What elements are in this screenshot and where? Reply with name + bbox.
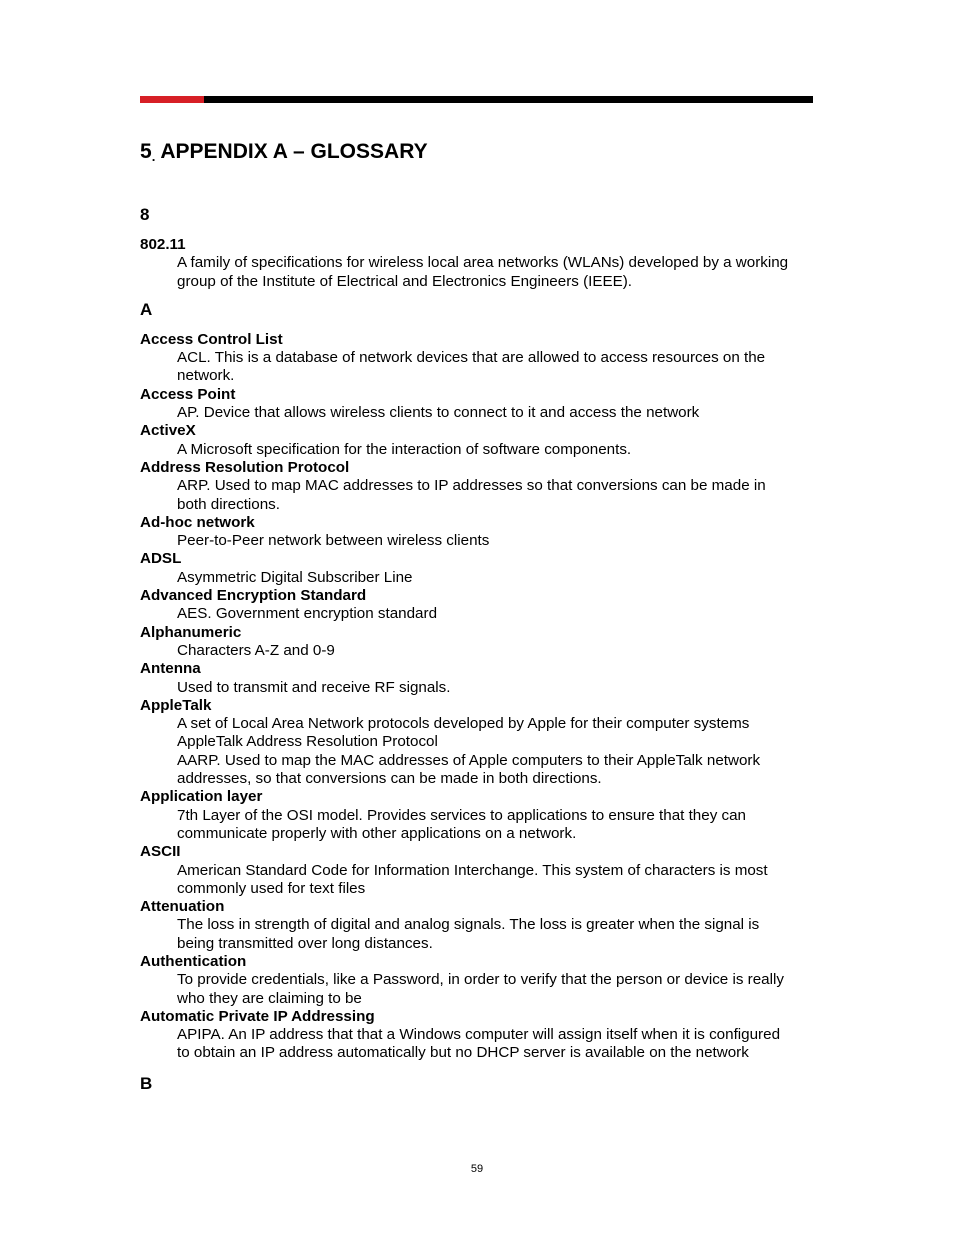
glossary-group-a <box>140 331 820 1063</box>
glossary-group-8 <box>140 236 820 291</box>
letter-heading-8: 8 <box>140 205 150 224</box>
glossary-definition-line: A set of Local Area Network protocols developed by Apple for their computer systems <box>177 715 750 733</box>
glossary-term: Authentication <box>140 952 247 970</box>
glossary-definition-line: commonly used for text files <box>177 879 366 897</box>
glossary-term: Application layer <box>140 788 263 806</box>
section-number-dot: . <box>151 149 156 164</box>
glossary-definition-line: American Standard Code for Information Interchange. This system of characters is most <box>177 861 768 879</box>
header-rule <box>140 96 813 103</box>
glossary-definition-line: communicate properly with other applications on a network. <box>177 824 577 842</box>
glossary-term: Address Resolution Protocol <box>140 458 350 476</box>
glossary-definition-line: Used to transmit and receive RF signals. <box>177 678 451 696</box>
glossary-definition-line: The loss in strength of digital and analog signals. The loss is greater when the signal is <box>177 916 760 934</box>
glossary-term: Antenna <box>140 660 201 678</box>
page-number: 59 <box>470 1163 484 1175</box>
glossary-term: Ad-hoc network <box>140 513 255 531</box>
glossary-definition-line: who they are claiming to be <box>177 989 362 1007</box>
glossary-content <box>140 206 820 1093</box>
glossary-term: AppleTalk <box>140 696 212 714</box>
glossary-definition-line: A family of specifications for wireless local area networks (WLANs) developed by a working <box>177 254 789 272</box>
glossary-definition-line: both directions. <box>177 495 280 513</box>
glossary-term: ActiveX <box>140 422 196 440</box>
glossary-term: ADSL <box>140 550 182 568</box>
section-title: APPENDIX A – GLOSSARY <box>160 140 428 163</box>
glossary-definition-line: APIPA. An IP address that that a Windows computer will assign itself when it is configured <box>177 1026 781 1044</box>
letter-heading-b: B <box>140 1073 153 1093</box>
glossary-term: Advanced Encryption Standard <box>140 587 367 605</box>
glossary-definition-line: AP. Device that allows wireless clients to connect to it and access the network <box>177 404 700 422</box>
glossary-definition-line: Peer-to-Peer network between wireless clients <box>177 532 490 550</box>
glossary-definition-line: AES. Government encryption standard <box>177 605 438 623</box>
glossary-definition-line: AppleTalk Address Resolution Protocol <box>177 733 438 751</box>
glossary-term: Alphanumeric <box>140 623 242 641</box>
glossary-term: 802.11 <box>140 236 186 253</box>
glossary-term: ASCII <box>140 843 181 861</box>
glossary-definition-line: being transmitted over long distances. <box>177 934 433 952</box>
header-rule-accent <box>140 96 204 103</box>
glossary-term: Access Point <box>140 385 236 403</box>
letter-heading-a: A <box>140 299 153 319</box>
glossary-definition-line: ACL. This is a database of network devices that are allowed to access resources on the <box>177 349 766 367</box>
glossary-definition-line: AARP. Used to map the MAC addresses of Apple computers to their AppleTalk network <box>177 751 761 769</box>
glossary-definition-line: group of the Institute of Electrical and Electronics Engineers (IEEE). <box>177 272 633 290</box>
glossary-definition-line: network. <box>177 367 235 385</box>
glossary-term: Access Control List <box>140 330 283 348</box>
glossary-definition-line: ARP. Used to map MAC addresses to IP addresses so that conversions can be made in <box>177 477 766 495</box>
glossary-term: Attenuation <box>140 898 225 916</box>
glossary-definition-line: To provide credentials, like a Password, in order to verify that the person or device is really <box>177 971 784 989</box>
glossary-definition-line: to obtain an IP address automatically but no DHCP server is available on the network <box>177 1044 749 1062</box>
section-number: 5 <box>140 140 152 163</box>
glossary-definition-line: A Microsoft specification for the interaction of software components. <box>177 440 632 458</box>
glossary-term: Automatic Private IP Addressing <box>140 1007 375 1025</box>
glossary-definition-line: 7th Layer of the OSI model. Provides services to applications to ensure that they can <box>177 806 746 824</box>
glossary-definition-line: addresses, so that conversions can be made in both directions. <box>177 770 602 788</box>
section-heading <box>140 140 428 164</box>
glossary-definition-line: Characters A-Z and 0-9 <box>177 641 335 659</box>
glossary-definition-line: Asymmetric Digital Subscriber Line <box>177 568 413 586</box>
